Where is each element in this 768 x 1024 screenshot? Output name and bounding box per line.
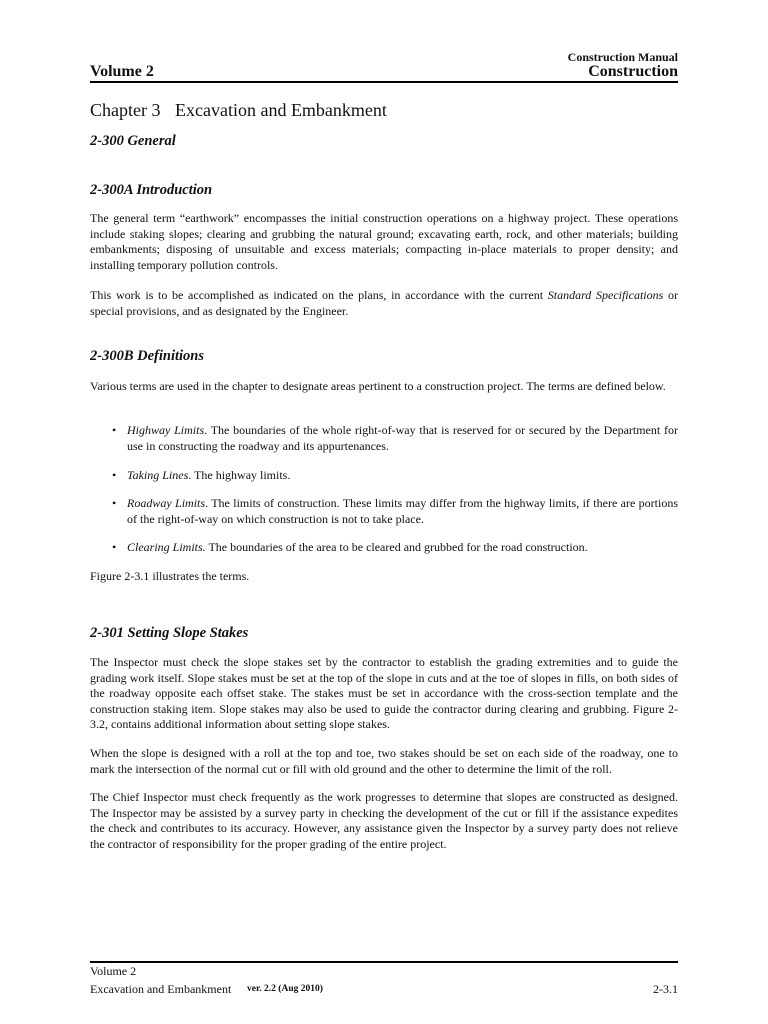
intro-paragraph-2: This work is to be accomplished as indicated on the plans, in accordance with the current Standard Specifications or special provisions, and as designated by the Engineer. [90,288,678,318]
chapter-title [90,100,387,121]
definition-term: Highway Limits [127,423,205,437]
header-rule [90,63,678,83]
definition-text: . The highway limits. [188,468,291,482]
header-manual-name: Construction Manual [567,50,678,64]
section-heading-slope-stakes: 2-301 Setting Slope Stakes [90,625,249,641]
definition-text: The boundaries of the area to be cleared and grubbed for the road construction. [205,540,588,554]
list-item: • Roadway Limits. The limits of construction. These limits may differ from the highway limits, if there are portions of the right-of-way on which construction is not to take place. [112,496,679,526]
definition-term: Taking Lines [127,468,189,482]
definition-term: Clearing Limits. [127,540,206,554]
slope-paragraph-3: The Chief Inspector must check frequently as the work progresses to determine that slopes are constructed as designed. The Inspector may be assisted by a survey party in checking the development of the cut or fill if the assistance expedites the check and contributes to its accuracy. However, any assistance given the Inspector by a survey party does not relieve the contractor of responsibility for the proper grading of the entire project. [90,790,678,851]
section-heading-general: 2-300 General [90,133,176,149]
intro-paragraph-1: The general term “earthwork” encompasses the initial construction operations on a highway project. These operations include staking slopes; clearing and grubbing the natural ground; excavating earth, rock, and other materials; building embankments; disposing of unsuitable and excess materials; compacting in-place materials to proper density; and installing temporary pollution controls. [90,211,678,272]
list-item: • Clearing Limits. The boundaries of the area to be cleared and grubbed for the road construction. [112,540,588,554]
header-volume: Volume 2 [90,63,154,80]
definitions-intro: Various terms are used in the chapter to designate areas pertinent to a construction project. The terms are defined below. [90,379,666,393]
footer-volume: Volume 2 [90,964,137,978]
list-item: • Highway Limits. The boundaries of the whole right-of-way that is reserved for or secured by the Department for use in constructing the roadway and its appurtenances. [112,423,678,453]
footer-chapter-title: Excavation and Embankment [90,982,232,996]
chapter-number: Chapter 3 [90,100,161,120]
definition-text: . The limits of construction. These limits may differ from the highway limits, if there are portions of the right-of-way on which construction is not to take place. [127,496,679,526]
page-number: 2-3.1 [653,982,678,996]
chapter-name: Excavation and Embankment [174,100,387,120]
standard-specifications-ref: Standard Specifications [547,288,664,302]
figure-reference: Figure 2-3.1 illustrates the terms. [90,569,250,583]
section-heading-definitions: 2-300B Definitions [90,348,204,364]
section-heading-introduction: 2-300A Introduction [90,182,213,198]
list-item: • Taking Lines. The highway limits. [112,468,291,482]
slope-paragraph-2: When the slope is designed with a roll at the top and toe, two stakes should be set on each side of the roadway, one to mark the intersection of the normal cut or fill with old ground and the other to determine the limit of the roll. [90,746,678,776]
header-part: Construction [588,63,678,80]
footer-rule [90,961,678,963]
definition-term: Roadway Limits [127,496,206,510]
definition-text: . The boundaries of the whole right-of-way that is reserved for or secured by the Department for use in constructing the roadway and its appurtenances. [127,423,678,453]
slope-paragraph-1: The Inspector must check the slope stakes set by the contractor to establish the grading extremities and to guide the grading work itself. Slope stakes must be set at the top of the slope in cuts and at the toe of slopes in fills, on both sides of the roadway opposite each offset stake. The stakes must be set in accordance with the cross-section template and the construction staking item. Slope stakes may also be used to guide the contractor during clearing and grubbing. Figure 2-3.2, contains additional information about setting slope stakes. [90,655,678,732]
footer-version: ver. 2.2 (Aug 2010) [247,984,323,994]
